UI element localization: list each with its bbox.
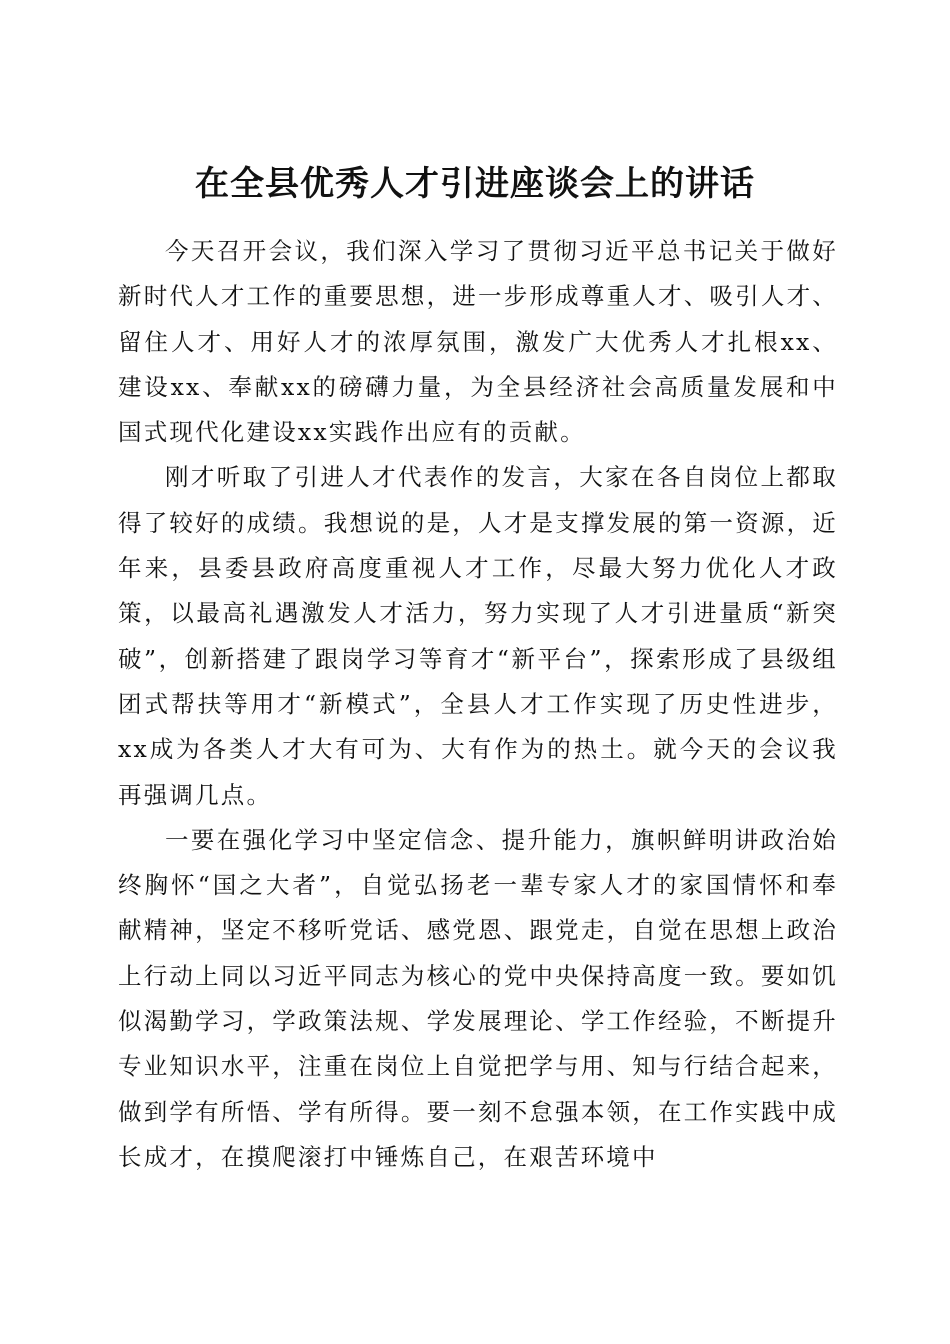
- paragraph-3: 一要在强化学习中坚定信念、提升能力，旗帜鲜明讲政治始终胸怀“国之大者”，自觉弘扬老一辈专家人才的家国情怀和奉献精神，坚定不移听党话、感党恩、跟党走，自觉在思想上政治上行动上同以习近平同志为核心的党中央保持高度一致。要如饥似渴勤学习，学政策法规、学发展理论、学工作经验，不断提升专业知识水平，注重在岗位上自觉把学与用、知与行结合起来，做到学有所悟、学有所得。要一刻不怠强本领，在工作实践中成长成才，在摸爬滚打中锤炼自己，在艰苦环境中: [118, 825, 838, 1171]
- paragraph-1: 今天召开会议，我们深入学习了贯彻习近平总书记关于做好新时代人才工作的重要思想，进一步形成尊重人才、吸引人才、留住人才、用好人才的浓厚氛围，激发广大优秀人才扎根xx、建设xx、奉献xx的磅礴力量，为全县经济社会高质量发展和中国式现代化建设xx实践作出应有的贡献。: [118, 237, 838, 447]
- paragraph-2: 刚才听取了引进人才代表作的发言，大家在各自岗位上都取得了较好的成绩。我想说的是，人才是支撑发展的第一资源，近年来，县委县政府高度重视人才工作，尽最大努力优化人才政策，以最高礼遇激发人才活力，努力实现了人才引进量质“新突破”，创新搭建了跟岗学习等育才“新平台”，探索形成了县级组团式帮扶等用才“新模式”，全县人才工作实现了历史性进步，xx成为各类人才大有可为、大有作为的热土。就今天的会议我再强调几点。: [118, 463, 838, 809]
- document-title: 在全县优秀人才引进座谈会上的讲话: [195, 163, 755, 204]
- document-body: [118, 229, 838, 1180]
